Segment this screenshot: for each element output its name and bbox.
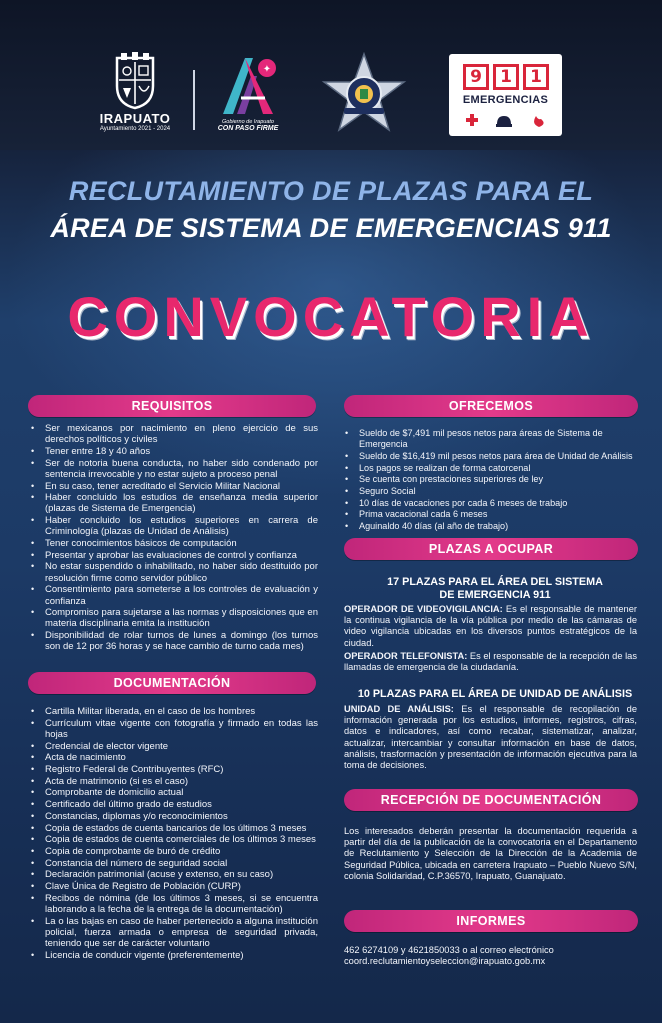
ofrecemos-item: • Sueldo de $7,491 mil pesos netos para áreas de Sistema de Emergencia <box>344 428 640 450</box>
informes-heading: INFORMES <box>344 910 638 932</box>
svg-text:✦: ✦ <box>262 64 272 75</box>
requisito-item: • Haber concluido los estudios superiores en carrera de Criminología (plazas de Unidad de Análisis) <box>30 515 318 537</box>
digit-1: 1 <box>493 64 519 90</box>
ofrecemos-item: • Se cuenta con prestaciones superiores de ley <box>344 474 640 485</box>
documento-item: • La o las bajas en caso de haber pertenecido a alguna institución policial, fuerza armada o empresa de seguridad privada, teniendo que ser de carácter voluntario <box>30 916 318 950</box>
plazas-group1-title-a: 17 PLAZAS PARA EL ÁREA DEL SISTEMA <box>387 576 603 588</box>
unidad-analisis-text <box>344 704 637 771</box>
informes-phones: 462 6274109 y 4621850033 o al correo electrónico <box>344 945 554 955</box>
ofrecemos-heading: OFRECEMOS <box>344 395 638 417</box>
requisito-item: • Consentimiento para someterse a los controles de evaluación y confianza <box>30 584 318 606</box>
requisito-item: • Tener entre 18 y 40 años <box>30 446 318 457</box>
plazas-group1-title <box>345 576 645 601</box>
documento-item: • Credencial de elector vigente <box>30 741 318 752</box>
ofrecemos-item: • Aguinaldo 40 días (al año de trabajo) <box>344 521 640 532</box>
documento-item: • Constancia del número de seguridad social <box>30 858 318 869</box>
logo-divider <box>193 70 195 130</box>
documentacion-list <box>30 706 318 961</box>
digit-1b: 1 <box>523 64 549 90</box>
documento-item: • Cartilla Militar liberada, en el caso de los hombres <box>30 706 318 717</box>
police-star-icon <box>318 52 410 140</box>
documento-item: • Constancias, diplomas y/o reconocimientos <box>30 811 318 822</box>
documentacion-heading: DOCUMENTACIÓN <box>28 672 316 694</box>
gobierno-logo <box>208 54 288 144</box>
requisito-item: • Compromiso para sujetarse a las normas y disposiciones que en materia disciplinaria emita la institución <box>30 607 318 629</box>
irapuato-subtitle: Ayuntamiento 2021 - 2024 <box>99 126 171 132</box>
title-line-1: RECLUTAMIENTO DE PLAZAS PARA EL <box>68 176 594 206</box>
documento-item: • Recibos de nómina (de los últimos 3 meses, si se encuentra laborando a la fecha de la entrega de la documentación) <box>30 893 318 915</box>
requisito-item: • Ser mexicanos por nacimiento en pleno ejercicio de sus derechos políticos y civiles <box>30 423 318 445</box>
documento-item: • Declaración patrimonial (acuse y extenso, en su caso) <box>30 869 318 880</box>
requisito-item: • Disponibilidad de rolar turnos de lunes a domingo (los turnos son de 12 por 36 horas y se hace cambio de turno cada mes) <box>30 630 318 652</box>
documento-item: • Copia de estados de cuenta comerciales de los últimos 3 meses <box>30 834 318 845</box>
ofrecemos-item: • Sueldo de $16,419 mil pesos netos para área de Unidad de Análisis <box>344 451 640 462</box>
convocatoria-heading: CONVOCATORIA <box>67 285 595 348</box>
requisito-item: • Ser de notoria buena conducta, no haber sido condenado por sentencia irrevocable y no estar sujeto a proceso penal <box>30 458 318 480</box>
operador-telefonista-text <box>344 651 637 673</box>
irapuato-logo <box>96 52 174 144</box>
ofrecemos-item: • Prima vacacional cada 6 meses <box>344 509 640 520</box>
requisito-item: • En su caso, tener acreditado el Servicio Militar Nacional <box>30 481 318 492</box>
documento-item: • Acta de nacimiento <box>30 752 318 763</box>
emergencias-label: EMERGENCIAS <box>462 94 549 106</box>
requisitos-list <box>30 423 318 653</box>
ofrecemos-item: • Seguro Social <box>344 486 640 497</box>
emergencias-911-logo <box>449 54 562 136</box>
gobierno-line1: Gobierno de Irapuato <box>222 119 274 125</box>
documento-item: • Comprobante de domicilio actual <box>30 787 318 798</box>
documento-item: • Currículum vitae vigente con fotografía y firmado en todas las hojas <box>30 718 318 740</box>
irapuato-shield-icon <box>113 52 157 110</box>
requisito-item: • Presentar y aprobar las evaluaciones de control y confianza <box>30 550 318 561</box>
ofrecemos-list <box>344 428 640 533</box>
unidad-analisis-label: UNIDAD DE ANÁLISIS: <box>344 704 454 714</box>
documento-item: • Registro Federal de Contribuyentes (RFC) <box>30 764 318 775</box>
operador-videovigilancia-text <box>344 604 637 649</box>
plazas-heading: PLAZAS A OCUPAR <box>344 538 638 560</box>
operador-telefonista-desc: Es el responsable de la recepción de las llamadas de emergencia de la ciudadanía. <box>344 651 637 673</box>
documento-item: • Copia de comprobante de buró de crédito <box>30 846 318 857</box>
gobierno-line2: CON PASO FIRME <box>217 125 279 132</box>
irapuato-name: IRAPUATO <box>99 111 171 126</box>
logo-row <box>0 48 662 148</box>
documento-item: • Acta de matrimonio (si es el caso) <box>30 776 318 787</box>
paso-firme-icon <box>215 54 281 118</box>
ofrecemos-item: • Los pagos se realizan de forma catorcenal <box>344 463 640 474</box>
documento-item: • Copia de estados de cuenta bancarios de los últimos 3 meses <box>30 823 318 834</box>
documento-item: • Clave Única de Registro de Población (CURP) <box>30 881 318 892</box>
recepcion-heading: RECEPCIÓN DE DOCUMENTACIÓN <box>344 789 638 811</box>
ofrecemos-item: • 10 días de vacaciones por cada 6 meses de trabajo <box>344 498 640 509</box>
documento-item: • Certificado del último grado de estudios <box>30 799 318 810</box>
recepcion-text: Los interesados deberán presentar la documentación requerida a partir del día de la publicación de la convocatoria en el Departamento de Reclutamiento y Selección de la Dirección de la Academia de Seguridad Pública, ubicada en carretera Irapuato – Pueblo Nuevo S/N, colonia Solidaridad, C.P.36570, Irapuato, Guanajuato. <box>344 826 637 881</box>
informes-text <box>344 945 637 967</box>
emergency-services-icon <box>463 112 548 130</box>
digit-9: 9 <box>463 64 489 90</box>
requisito-item: • Tener conocimientos básicos de computación <box>30 538 318 549</box>
requisito-item: • No estar suspendido o inhabilitado, no haber sido destituido por resolución firme como servidor público <box>30 561 318 583</box>
plazas-group2-title: 10 PLAZAS PARA EL ÁREA DE UNIDAD DE ANÁLISIS <box>357 688 633 700</box>
operador-videovigilancia-desc: Es el responsable de mantener la continua vigilancia de la vía pública por medio de las cámaras de video vigilancia ubicadas en los diversos puntos estratégicos de la ciudad. <box>344 604 637 648</box>
operador-videovigilancia-label: OPERADOR DE VIDEOVIGILANCIA: <box>344 604 503 614</box>
documento-item: • Licencia de conducir vigente (preferentemente) <box>30 950 318 961</box>
plazas-group1-title-b: DE EMERGENCIA 911 <box>439 588 551 601</box>
requisito-item: • Haber concluido los estudios de enseñanza media superior (plazas de Sistema de Emergencia) <box>30 492 318 514</box>
operador-telefonista-label: OPERADOR TELEFONISTA: <box>344 651 468 661</box>
title-line-2: ÁREA DE SISTEMA DE EMERGENCIAS 911 <box>50 213 612 243</box>
requisitos-heading: REQUISITOS <box>28 395 316 417</box>
unidad-analisis-desc: Es el responsable de recopilación de información generada por los estudios, informes, registros, cifras, datos e indicadores, así como recabar, sistematizar, analizar, actualizar, intercambiar y consultar información en base de datos, análisis, trasformación y presentación de información ejecutiva para la toma de decisiones. <box>344 704 638 771</box>
police-badge-logo <box>318 52 410 140</box>
informes-email[interactable]: coord.reclutamientoyseleccion@irapuato.gob.mx <box>344 956 546 967</box>
